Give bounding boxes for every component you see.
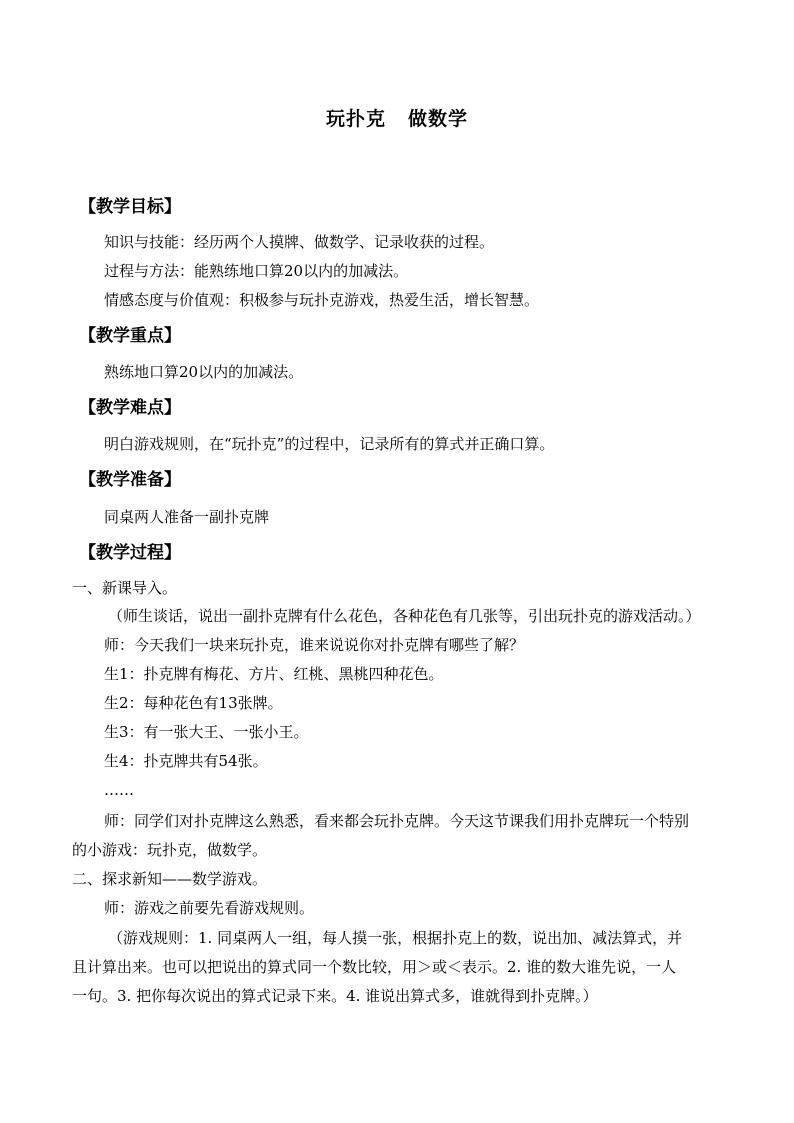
key-points-text: 熟练地口算20以内的加减法。 [104,363,304,381]
process-line: 师：游戏之前要先看游戏规则。 [104,899,315,917]
process-line: 的小游戏：玩扑克，做数学。 [72,841,268,859]
preparation-text: 同桌两人准备一副扑克牌 [104,508,270,526]
process-line: 生2：每种花色有13张牌。 [104,694,283,712]
goal-item: 情感态度与价值观：积极参与玩扑克游戏，热爱生活，增长智慧。 [104,291,540,309]
title-part1: 玩扑克 [325,108,386,130]
process-line: 生3：有一张大王、一张小王。 [104,723,309,741]
process-line: 生4：扑克牌共有54张。 [104,752,268,770]
process-line: 师：今天我们一块来玩扑克，谁来说说你对扑克牌有哪些了解？ [104,636,525,654]
process-line: 师：同学们对扑克牌这么熟悉，看来都会玩扑克牌。今天这节课我们用扑克牌玩一个特别 [104,812,690,830]
document-title [0,104,794,131]
goal-item: 过程与方法：能熟练地口算20以内的加减法。 [104,262,409,280]
process-line: 生1：扑克牌有梅花、方片、红桃、黑桃四种花色。 [104,665,444,683]
goal-item: 知识与技能：经历两个人摸牌、做数学、记录收获的过程。 [104,233,495,251]
title-part2: 做数学 [408,108,469,130]
process-line: （师生谈话，说出一副扑克牌有什么花色，各种花色有几张等，引出玩扑克的游戏活动。） [108,607,701,625]
difficulties-heading: 【教学难点】 [79,398,181,418]
process-heading: 【教学过程】 [79,543,181,563]
process-line: …… [104,781,134,799]
difficulties-text: 明白游戏规则，在“玩扑克”的过程中，记录所有的算式并正确口算。 [104,435,555,453]
process-line: 一句。3. 把你每次说出的算式记录下来。4. 谁说出算式多，谁就得到扑克牌。） [72,987,598,1005]
goals-heading: 【教学目标】 [79,197,181,217]
process-part1-title: 一、新课导入。 [72,579,178,597]
key-points-heading: 【教学重点】 [79,326,181,346]
process-line: 且计算出来。也可以把说出的算式同一个数比较，用＞或＜表示。2. 谁的数大谁先说，一人 [72,958,677,976]
process-part2-title: 二、探求新知——数学游戏。 [72,870,268,888]
process-line: （游戏规则：1. 同桌两人一组，每人摸一张，根据扑克上的数，说出加、减法算式，并 [108,929,683,947]
preparation-heading: 【教学准备】 [79,470,181,490]
